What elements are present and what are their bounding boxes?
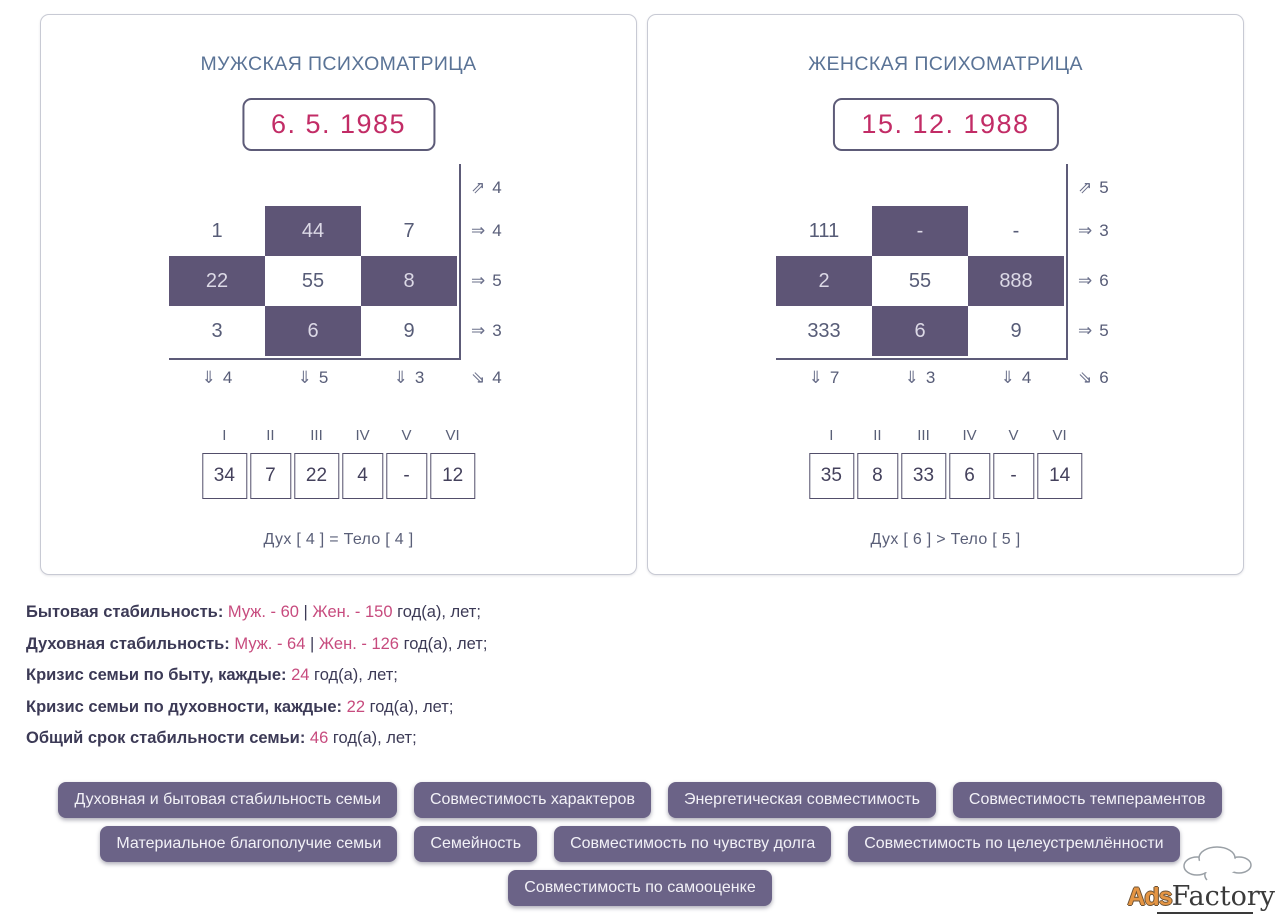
energy-compatibility-button[interactable]: Энергетическая совместимость [668, 782, 936, 818]
roman-numeral-row [809, 427, 1082, 453]
sum-value: 4 [492, 368, 502, 387]
female-column-sums [776, 368, 1064, 388]
matrix-cell: 3 [211, 319, 223, 342]
factory-smoke-cloud-icon [1169, 838, 1261, 884]
stat-value: 24 [291, 666, 310, 684]
matrix-cell: - [872, 206, 968, 256]
additional-value: 34 [202, 453, 247, 499]
stat-label: Духовная стабильность: [26, 634, 230, 653]
right-arrow-icon: ⇒ [471, 221, 486, 240]
female-matrix-grid [776, 206, 1064, 356]
stat-line-total-stability [26, 727, 487, 749]
button-row-2 [0, 826, 1280, 862]
matrix-vertical-rule [1066, 164, 1068, 360]
matrix-horizontal-rule [169, 358, 461, 360]
male-column-sums [169, 368, 457, 388]
stat-value-female: Жен. - 126 [318, 634, 399, 653]
sum-value: 4 [492, 221, 502, 240]
matrix-cell: 7 [403, 219, 415, 242]
stat-line-household-crisis [26, 664, 487, 686]
female-matrix [776, 164, 1136, 409]
additional-value: 6 [949, 453, 990, 499]
right-arrow-icon: ⇒ [471, 321, 486, 340]
character-compatibility-button[interactable]: Совместимость характеров [414, 782, 651, 818]
sum-value: 4 [222, 368, 233, 387]
button-row-3 [0, 870, 1280, 906]
male-spirit-body-summary: Дух [ 4 ] = Тело [ 4 ] [263, 531, 414, 548]
additional-value: 7 [250, 453, 291, 499]
male-col-sum-2 [298, 368, 329, 388]
adsfactory-logo [1127, 883, 1275, 910]
male-row-sum-2 [471, 256, 502, 306]
sum-value: 7 [829, 368, 840, 387]
right-arrow-icon: ⇒ [1078, 271, 1093, 290]
additional-value: 4 [342, 453, 383, 499]
sum-value: 6 [1099, 271, 1109, 290]
roman-numeral: VI [445, 427, 460, 444]
temperament-compatibility-button[interactable]: Совместимость темпераментов [953, 782, 1222, 818]
down-arrow-icon: ⇓ [297, 368, 312, 387]
family-orientation-button[interactable]: Семейность [414, 826, 537, 862]
female-row-sum-2 [1078, 256, 1109, 306]
stat-value-male: Муж. - 60 [227, 603, 299, 621]
male-psychomatrix-card [40, 14, 637, 575]
sum-value: 5 [1099, 178, 1109, 197]
down-arrow-icon: ⇓ [808, 368, 823, 387]
sum-value: 3 [414, 368, 425, 387]
sum-value: 4 [492, 178, 502, 197]
matrix-cell: 333 [807, 319, 841, 342]
roman-numeral: IV [355, 427, 370, 444]
female-spirit-body-summary: Дух [ 6 ] > Тело [ 5 ] [870, 531, 1021, 548]
diagonal-down-arrow-icon: ⇘ [471, 368, 486, 387]
compatibility-stats [26, 601, 487, 759]
logo-factory-text: Factory [1171, 881, 1275, 912]
female-col-sum-2 [905, 368, 936, 388]
roman-numeral: V [401, 427, 412, 444]
female-birthdate-box[interactable]: 15. 12. 1988 [832, 98, 1058, 151]
matrix-cell: 8 [361, 256, 457, 306]
roman-numeral: III [917, 427, 930, 444]
roman-numeral: I [829, 427, 834, 444]
self-esteem-compatibility-button[interactable]: Совместимость по самооценке [508, 870, 771, 906]
stat-line-spiritual-crisis [26, 696, 487, 718]
spiritual-household-stability-button[interactable]: Духовная и бытовая стабильность семьи [58, 782, 397, 818]
male-col-sum-1 [202, 368, 233, 388]
stat-label: Общий срок стабильности семьи: [26, 729, 306, 747]
right-arrow-icon: ⇒ [1078, 321, 1093, 340]
stat-value: 22 [346, 697, 365, 716]
roman-numeral: II [266, 427, 275, 444]
logo-underline [1157, 912, 1253, 914]
sum-value: 5 [492, 271, 502, 290]
stat-line-spiritual-stability [26, 633, 487, 655]
roman-numeral: V [1008, 427, 1019, 444]
additional-value: 22 [294, 453, 339, 499]
roman-numeral: III [310, 427, 323, 444]
matrix-cell: 2 [776, 256, 872, 306]
male-matrix-grid [169, 206, 457, 356]
matrix-vertical-rule [459, 164, 461, 360]
male-additional-numbers [199, 427, 478, 499]
additional-value: 14 [1037, 453, 1082, 499]
sum-value: 3 [492, 321, 502, 340]
additional-values-row [809, 453, 1082, 499]
diagonal-down-arrow-icon: ⇘ [1078, 368, 1093, 387]
sum-value: 5 [1099, 321, 1109, 340]
stat-label: Бытовая стабильность: [26, 603, 224, 621]
stat-line-household-stability [26, 601, 487, 623]
stat-value-male: Муж. - 64 [234, 634, 306, 653]
male-diagonal-down-sum [471, 368, 502, 388]
purposefulness-compatibility-button[interactable]: Совместимость по целеустремлённости [848, 826, 1179, 862]
stat-suffix: год(а), лет; [365, 697, 454, 716]
matrix-cell: 55 [301, 269, 325, 292]
female-row-sum-1 [1078, 206, 1109, 256]
duty-compatibility-button[interactable]: Совместимость по чувству долга [554, 826, 831, 862]
stat-label: Кризис семьи по духовности, каждые: [26, 697, 343, 716]
matrix-cell: 6 [265, 306, 361, 356]
matrix-cell: - [1012, 219, 1020, 242]
stat-suffix: год(а), лет; [398, 634, 488, 653]
female-diagonal-down-sum [1078, 368, 1109, 388]
adsfactory-watermark [1117, 838, 1277, 914]
additional-value: 12 [430, 453, 475, 499]
female-psychomatrix-card [647, 14, 1244, 575]
diagonal-up-arrow-icon: ⇗ [1078, 178, 1093, 197]
additional-value: 35 [809, 453, 854, 499]
stat-separator: | [305, 634, 319, 653]
additional-value: 8 [857, 453, 898, 499]
roman-numeral: IV [962, 427, 977, 444]
matrix-cell: 55 [908, 269, 932, 292]
diagonal-up-arrow-icon: ⇗ [471, 178, 486, 197]
matrix-cell: 1 [211, 219, 223, 242]
stat-suffix: год(а), лет; [328, 729, 417, 747]
down-arrow-icon: ⇓ [1000, 368, 1015, 387]
female-col-sum-1 [809, 368, 840, 388]
matrix-cell: 111 [808, 219, 840, 242]
down-arrow-icon: ⇓ [904, 368, 919, 387]
right-arrow-icon: ⇒ [471, 271, 486, 290]
stat-value: 46 [309, 729, 329, 747]
female-card-title: ЖЕНСКАЯ ПСИХОМАТРИЦА [808, 53, 1083, 75]
roman-numeral: II [873, 427, 882, 444]
logo-ads-text: Ads [1127, 883, 1172, 911]
stat-value-female: Жен. - 150 [312, 603, 393, 621]
matrix-cell: 22 [169, 256, 265, 306]
sum-value: 3 [925, 368, 936, 387]
stat-suffix: год(а), лет; [309, 666, 398, 684]
down-arrow-icon: ⇓ [393, 368, 408, 387]
sum-value: 4 [1021, 368, 1032, 387]
roman-numeral-row [202, 427, 475, 453]
stat-label: Кризис семьи по быту, каждые: [26, 666, 287, 684]
matrix-cell: 44 [265, 206, 361, 256]
male-row-sum-3 [471, 306, 502, 356]
stat-separator: | [298, 603, 313, 621]
male-diagonal-up-sum [471, 178, 502, 198]
button-row-1 [0, 782, 1280, 818]
additional-value: - [386, 453, 427, 499]
roman-numeral: I [222, 427, 227, 444]
male-row-sum-1 [471, 206, 502, 256]
matrix-cell: 9 [1010, 319, 1022, 342]
matrix-cell: 888 [968, 256, 1064, 306]
female-diagonal-up-sum [1078, 178, 1109, 198]
male-card-title: МУЖСКАЯ ПСИХОМАТРИЦА [200, 53, 477, 75]
female-col-sum-3 [1001, 368, 1032, 388]
roman-numeral: VI [1052, 427, 1067, 444]
female-additional-numbers [806, 427, 1085, 499]
sum-value: 3 [1099, 221, 1109, 240]
down-arrow-icon: ⇓ [201, 368, 216, 387]
matrix-cell: 9 [403, 319, 415, 342]
matrix-horizontal-rule [776, 358, 1068, 360]
male-col-sum-3 [394, 368, 425, 388]
matrix-cell: 6 [872, 306, 968, 356]
additional-values-row [202, 453, 475, 499]
material-wellbeing-button[interactable]: Материальное благополучие семьи [100, 826, 397, 862]
sum-value: 5 [318, 368, 329, 387]
compatibility-buttons [0, 782, 1280, 914]
female-row-sum-3 [1078, 306, 1109, 356]
male-matrix [169, 164, 529, 409]
additional-value: 33 [901, 453, 946, 499]
additional-value: - [993, 453, 1034, 499]
right-arrow-icon: ⇒ [1078, 221, 1093, 240]
sum-value: 6 [1099, 368, 1109, 387]
stat-suffix: год(а), лет; [392, 603, 481, 621]
male-birthdate-box[interactable]: 6. 5. 1985 [242, 98, 435, 151]
